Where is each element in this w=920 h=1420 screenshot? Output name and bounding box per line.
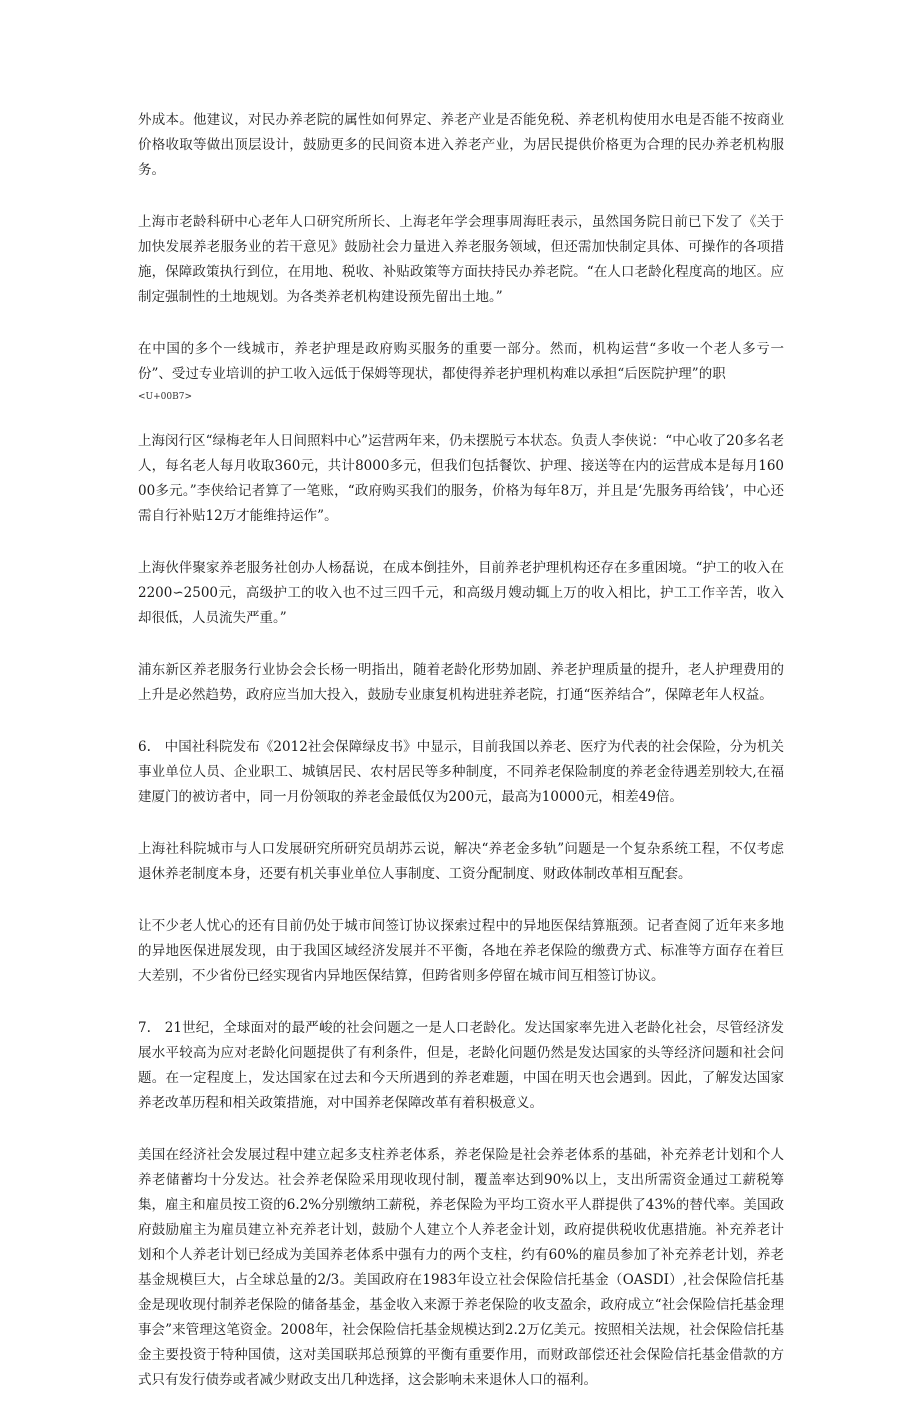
paragraph-continuation-fragment: <U+00B7> bbox=[138, 392, 192, 402]
paragraph: 外成本。他建议，对民办养老院的属性如何界定、养老产业是否能免税、养老机构使用水电是否能不按商业价格收取等做出顶层设计，鼓励更多的民间资本进入养老产业，为居民提供价格更为合理的民办养老机构服务。 bbox=[138, 112, 784, 178]
paragraph: 上海闵行区“绿梅老年人日间照料中心”运营两年来，仍未摆脱亏本状态。负责人李侠说：“中心收了20多名老人，每名老人每月收取360元，共计8000多元，但我们包括餐饮、护理、接送等在内的运营成本是每月16000多元。”李侠给记者算了一笔账，“政府购买我们的服务，价格为每年8万，并且是‘先服务再给钱’，中心还需自行补贴12万才能维持运作”。 bbox=[138, 433, 784, 524]
paragraph: 上海伙伴聚家养老服务社创办人杨磊说，在成本倒挂外，目前养老护理机构还存在多重困境。“护工的收入在2200∽2500元，高级护工的收入也不过三四千元，和高级月嫂动辄上万的收入相比，护工工作辛苦，收入却很低，人员流失严重。” bbox=[138, 560, 784, 626]
paragraph: 在中国的多个一线城市，养老护理是政府购买服务的重要一部分。然而，机构运营“多收一个老人多亏一份”、受过专业培训的护工收入远低于保姆等现状，都使得养老护理机构难以承担“后医院护理”的职 bbox=[138, 341, 784, 382]
paragraph: 浦东新区养老服务行业协会会长杨一明指出，随着老龄化形势加剧、养老护理质量的提升，老人护理费用的上升是必然趋势，政府应当加大投入，鼓励专业康复机构进驻养老院，打通“医养结合”，保障老年人权益。 bbox=[138, 662, 784, 703]
paragraph: 上海社科院城市与人口发展研究所研究员胡苏云说，解决“养老金多轨”问题是一个复杂系统工程，不仅考虑退休养老制度本身，还要有机关事业单位人事制度、工资分配制度、财政体制改革相互配套。 bbox=[138, 841, 784, 882]
paragraph: 7. 21世纪，全球面对的最严峻的社会问题之一是人口老龄化。发达国家率先进入老龄化社会，尽管经济发展水平较高为应对老龄化问题提供了有利条件，但是，老龄化问题仍然是发达国家的头等经济问题和社会问题。在一定程度上，发达国家在过去和今天所遇到的养老难题，中国在明天也会遇到。因此，了解发达国家养老改革历程和相关政策措施，对中国养老保障改革有着积极意义。 bbox=[138, 1020, 784, 1111]
paragraph: 上海市老龄科研中心老年人口研究所所长、上海老年学会理事周海旺表示，虽然国务院日前已下发了《关于加快发展养老服务业的若干意见》鼓励社会力量进入养老服务领域，但还需加快制定具体、可操作的各项措施，保障政策执行到位，在用地、税收、补贴政策等方面扶持民办养老院。“在人口老龄化程度高的地区。应制定强制性的土地规划。为各类养老机构建设预先留出土地。” bbox=[138, 214, 784, 305]
paragraph: 美国在经济社会发展过程中建立起多支柱养老体系，养老保险是社会养老体系的基础，补充养老计划和个人养老储蓄均十分发达。社会养老保险采用现收现付制，覆盖率达到90%以上，支出所需资金通过工薪税筹集，雇主和雇员按工资的6.2%分别缴纳工薪税，养老保险为平均工资水平人群提供了43%的替代率。美国政府鼓励雇主为雇员建立补充养老计划，鼓励个人建立个人养老金计划，政府提供税收优惠措施。补充养老计划和个人养老计划已经成为美国养老体系中强有力的两个支柱，约有60%的雇员参加了补充养老计划，养老基金规模巨大，占全球总量的2/3。美国政府在1983年设立社会保险信托基金（OASDI）,社会保险信托基金是现收现付制养老保险的储备基金，基金收入来源于养老保险的收支盈余，政府成立“社会保险信托基金理事会”来管理这笔资金。2008年，社会保险信托基金规模达到2.2万亿美元。按照相关法规，社会保险信托基金主要投资于特种国债，这对美国联邦总预算的平衡有重要作用，而财政部偿还社会保险信托基金借款的方式只有发行债券或者减少财政支出几种选择，这会影响未来退休人口的福利。 bbox=[138, 1147, 784, 1388]
paragraph: 6. 中国社科院发布《2012社会保障绿皮书》中显示，目前我国以养老、医疗为代表的社会保险，分为机关事业单位人员、企业职工、城镇居民、农村居民等多种制度，不同养老保险制度的养老金待遇差别较大,在福建厦门的被访者中，同一月份领取的养老金最低仅为200元，最高为10000元，相差49倍。 bbox=[138, 739, 784, 805]
document-body bbox=[138, 108, 784, 1420]
paragraph: 让不少老人忧心的还有目前仍处于城市间签订协议探索过程中的异地医保结算瓶颈。记者查阅了近年来多地的异地医保进展发现，由于我国区域经济发展并不平衡，各地在养老保险的缴费方式、标准等方面存在着巨大差别，不少省份已经实现省内异地医保结算，但跨省则多停留在城市间互相签订协议。 bbox=[138, 918, 784, 984]
